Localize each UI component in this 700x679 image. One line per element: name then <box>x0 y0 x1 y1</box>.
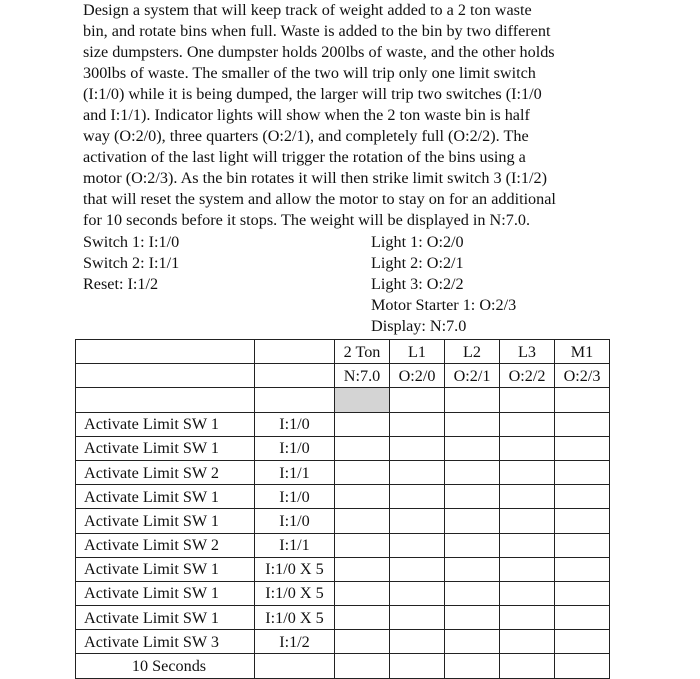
action-cell: Activate Limit SW 1 <box>76 485 255 509</box>
input-cell: I:1/0 <box>255 412 335 436</box>
table-cell <box>555 460 610 484</box>
table-cell <box>445 533 500 557</box>
table-cell <box>390 654 445 678</box>
statement-line: that will reset the system and allow the motor to stay on for an additional <box>83 190 556 208</box>
action-cell: Activate Limit SW 1 <box>76 412 255 436</box>
table-cell <box>445 485 500 509</box>
table-cell <box>335 460 390 484</box>
statement-line: for 10 seconds before it stops. The weight will be displayed in N:7.0. <box>83 211 531 229</box>
statement-line: activation of the last light will trigger the rotation of the bins using a <box>83 148 526 166</box>
header-cell: M1 <box>555 340 610 364</box>
io-line: Motor Starter 1: O:2/3 <box>371 296 517 314</box>
header-cell: O:2/2 <box>500 364 555 388</box>
table-row <box>76 581 610 605</box>
table-cell <box>500 606 555 630</box>
input-cell: I:1/0 X 5 <box>255 557 335 581</box>
statement-line: way (O:2/0), three quarters (O:2/1), and completely full (O:2/2). The <box>83 127 529 145</box>
header-cell: L1 <box>390 340 445 364</box>
header-row-labels <box>76 340 610 364</box>
header-cell: O:2/3 <box>555 364 610 388</box>
input-cell: I:1/0 <box>255 436 335 460</box>
action-cell: Activate Limit SW 3 <box>76 630 255 654</box>
table-cell <box>335 654 390 678</box>
table-cell <box>555 581 610 605</box>
table-cell <box>555 654 610 678</box>
action-cell: Activate Limit SW 1 <box>76 606 255 630</box>
statement-line: size dumpsters. One dumpster holds 200lbs of waste, and the other holds <box>83 43 555 61</box>
table-cell <box>335 485 390 509</box>
statement-line: and I:1/1). Indicator lights will show when the 2 ton waste bin is half <box>83 106 530 124</box>
header-cell: N:7.0 <box>335 364 390 388</box>
table-cell <box>76 388 255 412</box>
table-cell <box>335 557 390 581</box>
io-line: Switch 2: I:1/1 <box>83 254 180 272</box>
table-cell <box>555 509 610 533</box>
table-cell <box>255 340 335 364</box>
table-cell <box>500 557 555 581</box>
action-cell: Activate Limit SW 1 <box>76 509 255 533</box>
header-row-addresses <box>76 364 610 388</box>
table-cell <box>445 557 500 581</box>
table-cell <box>390 606 445 630</box>
table-cell <box>335 606 390 630</box>
table-cell <box>500 509 555 533</box>
io-line: Light 2: O:2/1 <box>371 254 464 272</box>
table-cell <box>445 412 500 436</box>
input-assignments <box>83 232 179 295</box>
action-cell: Activate Limit SW 2 <box>76 533 255 557</box>
io-line: Reset: I:1/2 <box>83 275 159 293</box>
table-cell <box>500 436 555 460</box>
io-line: Light 3: O:2/2 <box>371 275 464 293</box>
table-row <box>76 606 610 630</box>
table-cell <box>390 509 445 533</box>
header-cell: O:2/1 <box>445 364 500 388</box>
table-cell <box>335 581 390 605</box>
table-cell <box>555 485 610 509</box>
table-cell <box>390 388 445 412</box>
table-row <box>76 485 610 509</box>
statement-line: bin, and rotate bins when full. Waste is added to the bin by two different <box>83 22 551 40</box>
statement-line: (I:1/0) while it is being dumped, the larger will trip two switches (I:1/0 <box>83 85 542 103</box>
header-cell: L3 <box>500 340 555 364</box>
io-line: Light 1: O:2/0 <box>371 233 464 251</box>
table-cell <box>390 436 445 460</box>
table-cell <box>335 412 390 436</box>
shaded-cell <box>335 388 390 412</box>
table-cell <box>555 606 610 630</box>
table-cell <box>555 533 610 557</box>
table-cell <box>555 557 610 581</box>
table-cell <box>445 436 500 460</box>
action-cell: Activate Limit SW 1 <box>76 581 255 605</box>
table-cell <box>445 460 500 484</box>
action-cell: Activate Limit SW 2 <box>76 460 255 484</box>
input-cell: I:1/0 X 5 <box>255 606 335 630</box>
table-cell <box>255 654 335 678</box>
table-row <box>76 654 610 678</box>
input-cell: I:1/1 <box>255 460 335 484</box>
table-cell <box>445 581 500 605</box>
table-row <box>76 630 610 654</box>
action-cell: Activate Limit SW 1 <box>76 436 255 460</box>
table-cell <box>390 581 445 605</box>
table-cell <box>255 364 335 388</box>
input-cell: I:1/0 <box>255 509 335 533</box>
state-table <box>75 339 610 679</box>
io-line: Switch 1: I:1/0 <box>83 233 180 251</box>
table-cell <box>335 630 390 654</box>
table-cell <box>500 412 555 436</box>
input-cell: I:1/2 <box>255 630 335 654</box>
table-cell <box>335 509 390 533</box>
table-row <box>76 557 610 581</box>
table-cell <box>76 340 255 364</box>
table-cell <box>500 533 555 557</box>
table-cell <box>390 412 445 436</box>
table-cell <box>555 412 610 436</box>
table-cell <box>390 485 445 509</box>
initial-state-row <box>76 388 610 412</box>
io-line: Display: N:7.0 <box>371 317 467 335</box>
header-cell: 2 Ton <box>335 340 390 364</box>
output-assignments <box>371 232 516 337</box>
input-cell: I:1/0 X 5 <box>255 581 335 605</box>
table-cell <box>390 533 445 557</box>
table-cell <box>390 557 445 581</box>
table-row <box>76 509 610 533</box>
table-cell <box>445 606 500 630</box>
table-cell <box>500 460 555 484</box>
statement-line: 300lbs of waste. The smaller of the two will trip only one limit switch <box>83 64 536 82</box>
input-cell: I:1/0 <box>255 485 335 509</box>
table-cell <box>445 630 500 654</box>
action-cell: Activate Limit SW 1 <box>76 557 255 581</box>
table-cell <box>445 509 500 533</box>
table-cell <box>76 364 255 388</box>
table-cell <box>555 630 610 654</box>
table-cell <box>500 485 555 509</box>
table-cell <box>555 388 610 412</box>
table-cell <box>335 533 390 557</box>
timer-cell: 10 Seconds <box>76 654 255 678</box>
header-cell: O:2/0 <box>390 364 445 388</box>
table-cell <box>335 436 390 460</box>
table-cell <box>500 630 555 654</box>
table-row <box>76 460 610 484</box>
statement-line: motor (O:2/3). As the bin rotates it will then strike limit switch 3 (I:1/2) <box>83 169 547 187</box>
table-cell <box>555 436 610 460</box>
header-cell: L2 <box>445 340 500 364</box>
table-cell <box>445 388 500 412</box>
input-cell: I:1/1 <box>255 533 335 557</box>
table-cell <box>390 630 445 654</box>
table-cell <box>500 581 555 605</box>
table-cell <box>500 388 555 412</box>
table-row <box>76 412 610 436</box>
table-cell <box>255 388 335 412</box>
table-row <box>76 436 610 460</box>
table-cell <box>445 654 500 678</box>
statement-line: Design a system that will keep track of weight added to a 2 ton waste <box>83 1 532 19</box>
table-cell <box>500 654 555 678</box>
problem-statement <box>83 0 628 231</box>
table-row <box>76 533 610 557</box>
table-cell <box>390 460 445 484</box>
